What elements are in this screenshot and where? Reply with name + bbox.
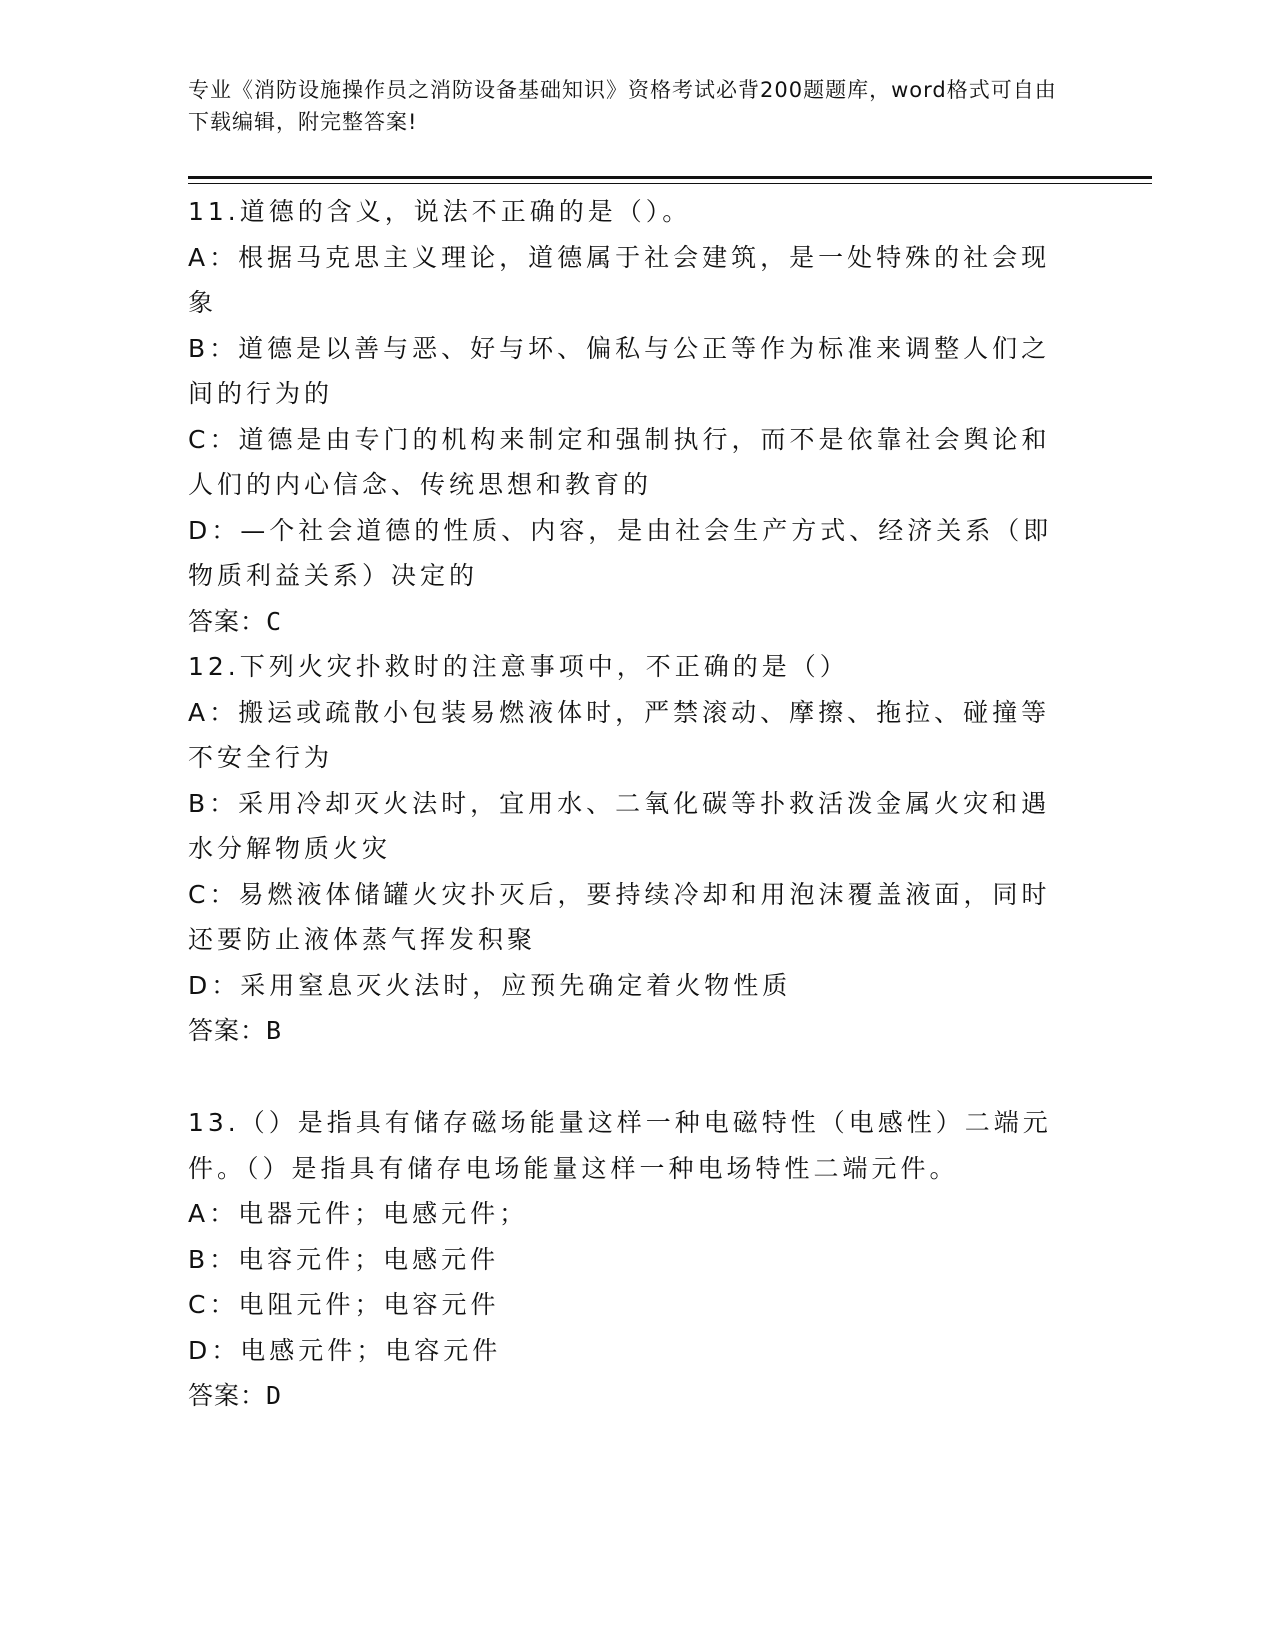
- question-11: [188, 189, 1078, 644]
- question-stem: 11.道德的含义，说法不正确的是（）。: [188, 197, 692, 226]
- option-b: B：采用冷却灭火法时，宜用水、二氧化碳等扑救活泼金属火灾和遇水分解物质火灾: [188, 788, 1051, 863]
- option-a: A：搬运或疏散小包装易燃液体时，严禁滚动、摩擦、拖拉、碰撞等不安全行为: [188, 697, 1051, 772]
- option-a: A：根据马克思主义理论，道德属于社会建筑，是一处特殊的社会现象: [188, 242, 1051, 317]
- header-divider-thick: [188, 176, 1152, 179]
- header-divider-thin: [188, 183, 1152, 184]
- option-d: D：采用窒息灭火法时，应预先确定着火物性质: [188, 970, 792, 1000]
- option-b: B：道德是以善与恶、好与坏、偏私与公正等作为标准来调整人们之间的行为的: [188, 333, 1051, 408]
- option-d: D：—个社会道德的性质、内容，是由社会生产方式、经济关系（即物质利益关系）决定的: [188, 515, 1053, 590]
- answer-line: 答案：D: [188, 1381, 283, 1410]
- question-stem: 12.下列火灾扑救时的注意事项中，不正确的是（）: [188, 652, 849, 681]
- option-c: C：易燃液体储罐火灾扑灭后，要持续冷却和用泡沫覆盖液面，同时还要防止液体蒸气挥发积聚: [188, 879, 1051, 954]
- option-a: A：电器元件；电感元件；: [188, 1199, 529, 1228]
- document-title: 专业《消防设施操作员之消防设备基础知识》资格考试必背200题题库，word格式可自由下载编辑，附完整答案!: [188, 78, 1057, 134]
- question-stem: 13.（）是指具有储存磁场能量这样一种电磁特性（电感性）二端元件。（）是指具有储存电场能量这样一种电场特性二端元件。: [188, 1108, 1052, 1183]
- option-c: C：道德是由专门的机构来制定和强制执行，而不是依靠社会舆论和人们的内心信念、传统思想和教育的: [188, 424, 1051, 499]
- answer-line: 答案：B: [188, 1016, 283, 1045]
- question-13: [188, 1100, 1078, 1419]
- option-c: C：电阻元件；电容元件: [188, 1290, 500, 1319]
- question-12: [188, 644, 1078, 1054]
- option-b: B：电容元件；电感元件: [188, 1244, 500, 1274]
- option-d: D：电感元件；电容元件: [188, 1335, 502, 1365]
- answer-line: 答案：C: [188, 606, 283, 636]
